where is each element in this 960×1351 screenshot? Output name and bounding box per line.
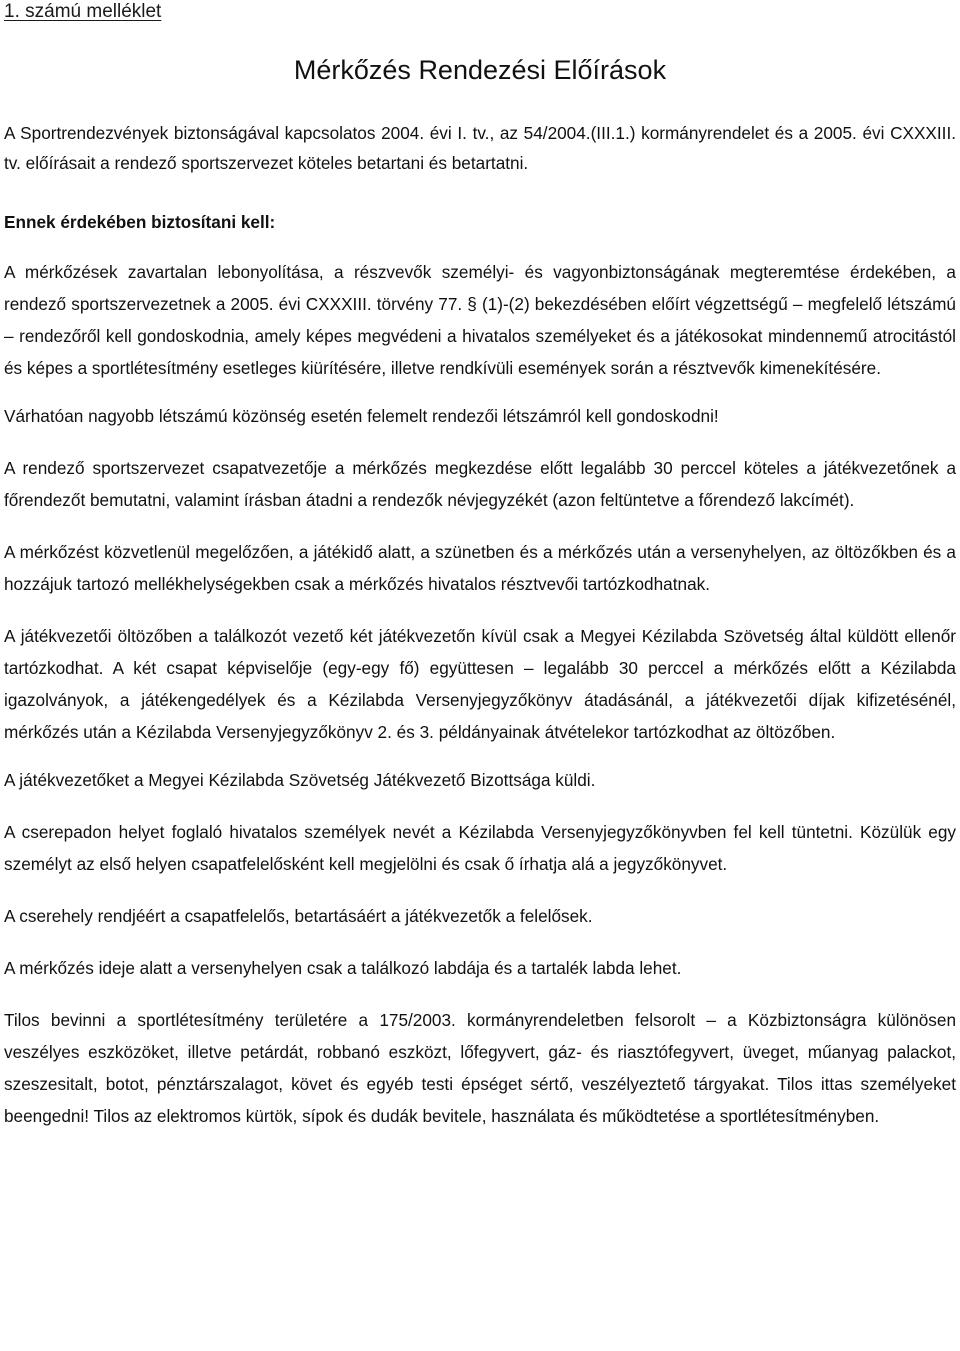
paragraph-bench-officials: A cserepadon helyet foglaló hivatalos személyek nevét a Kézilabda Versenyjegyzőkönyvben fel kell tüntetni. Közülük egy személyt az első helyen csapatfelelősként kell megjelölni és csak ő írhatja alá a jegyzőkönyvet. [4,822,956,874]
paragraph-team-leader: A rendező sportszervezet csapatvezetője a mérkőzés megkezdése előtt legalább 30 perccel köteles a játékvezetőnek a főrendezőt bemutatni, valamint írásban átadni a rendezők névjegyzékét (azon feltüntetve a főrendező lakcímét). [4,458,956,510]
paragraph-referee-assignment: A játékvezetőket a Megyei Kézilabda Szövetség Játékvezető Bizottsága küldi. [4,770,596,790]
paragraph-official-participants: A mérkőzést közvetlenül megelőzően, a játékidő alatt, a szünetben és a mérkőzés után a versenyhelyen, az öltözőkben és a hozzájuk tartozó mellékhelységekben csak a mérkőzés hivatalos résztvevői tartózkodhatnak. [4,542,956,594]
annex-label: 1. számú melléklet [4,1,162,22]
paragraph-stewards: A mérkőzések zavartalan lebonyolítása, a részvevők személyi- és vagyonbiztonságának megteremtése érdekében, a rendező sportszervezetnek a 2005. évi CXXXIII. törvény 77. § (1)-(2) bekezdésében előírt végzettségű – megfelelő létszámú – rendezőről kell gondoskodnia, amely képes megvédeni a hivatalos személyeket és a játékosokat mindennemű atrocitástól és képes a sportlétesítmény esetleges kiürítésére, illetve rendkívüli események során a résztvevők kimenekítésére. [4,262,956,378]
paragraph-increased-stewards: Várhatóan nagyobb létszámú közönség esetén felemelt rendezői létszámról kell gondoskodni! [4,406,719,426]
paragraph-prohibited-items: Tilos bevinni a sportlétesítmény területére a 175/2003. kormányrendeletben felsorolt – a Közbiztonságra különösen veszélyes eszközöket, illetve petárdát, robbanó eszközt, lőfegyvert, gáz- és riasztófegyvert, üveget, műanyag palackot, szeszesitalt, botot, pénztárszalagot, követ és egyéb testi épséget sértő, veszélyeztető tárgyakat. Tilos ittas személyeket beengedni! Tilos az elektromos kürtök, sípok és dudák bevitele, használata és működtetése a sportlétesítményben. [4,1010,956,1126]
section-heading: Ennek érdekében biztosítani kell: [4,212,276,232]
regulations-body [4,206,956,1132]
paragraph-match-balls: A mérkőzés ideje alatt a versenyhelyen csak a találkozó labdája és a tartalék labda lehet. [4,958,682,978]
paragraph-referee-room: A játékvezetői öltözőben a találkozót vezető két játékvezetőn kívül csak a Megyei Kézilabda Szövetség által küldött ellenőr tartózkodhat. A két csapat képviselője (egy-egy fő) együttesen – legalább 30 perccel a mérkőzés előtt a Kézilabda igazolványok, a játékengedélyek és a Kézilabda Versenyjegyzőkönyv átadásánál, a játékvezetői díjak kifizetésénél, mérkőzés után a Kézilabda Versenyjegyzőkönyv 2. és 3. példányainak átvételekor tartózkodhat az öltözőben. [4,626,956,742]
document-title: Mérkőzés Rendezési Előírások [293,55,667,85]
paragraph-bench-order: A cserehely rendjéért a csapatfelelős, betartásáért a játékvezetők a felelősek. [4,906,593,926]
intro-paragraph: A Sportrendezvények biztonságával kapcsolatos 2004. évi I. tv., az 54/2004.(III.1.) kormányrendelet és a 2005. évi CXXXIII. tv. előírásait a rendező sportszervezet köteles betartani és betartatni. [4,123,956,173]
